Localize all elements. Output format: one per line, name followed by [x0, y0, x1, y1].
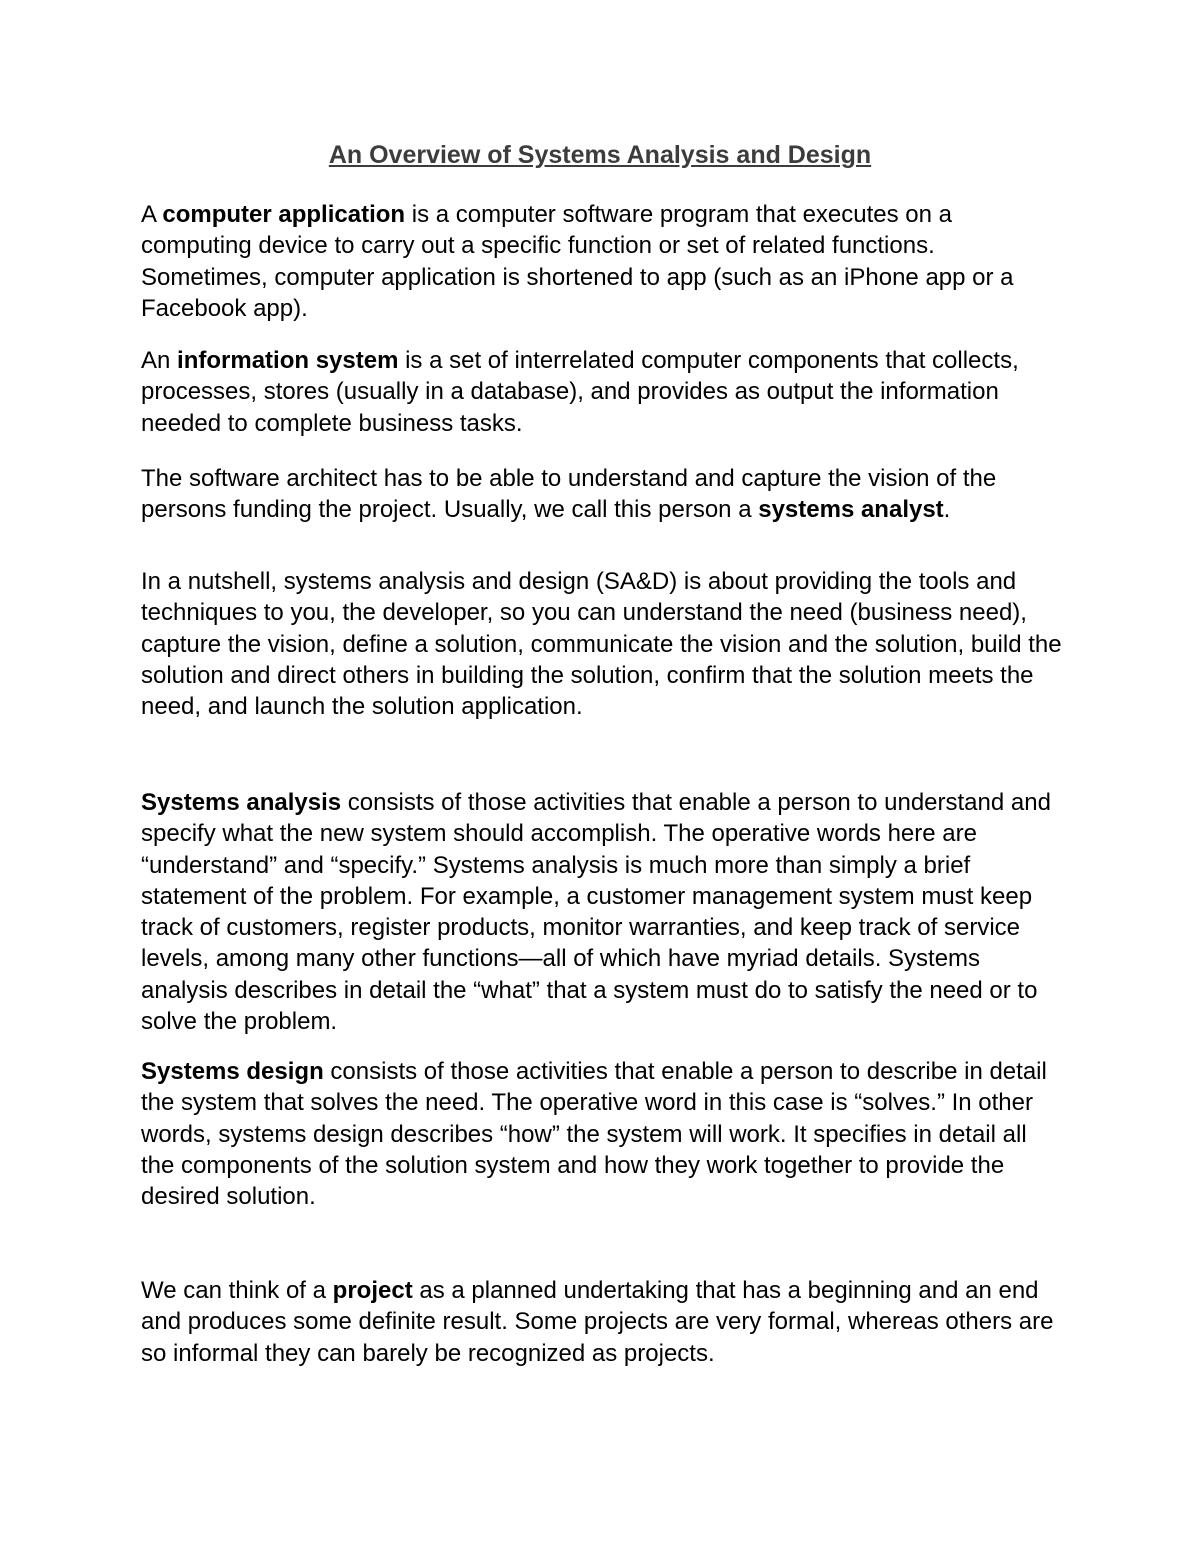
paragraph-body-text: consists of those activities that enable a person to understand and specify what the new system should accomplish. The operative words here are “understand” and “specify.” Systems analysis is much more than simply a brief statement of the problem. For example, a customer management system must keep track of customers, register products, monitor warranties, and keep track of service levels, among many other functions—all of which have myriad details. Systems analysis describes in detail the “what” that a system must do to satisfy the need or to solve the problem. [141, 789, 1051, 1036]
paragraph-sad-nutshell [141, 566, 1066, 722]
paragraph-body-text: is a set of interrelated computer components that collects, processes, stores (usually in a database), and provides as output the information needed to complete business tasks. [141, 347, 1019, 437]
paragraph-computer-application [141, 199, 1066, 324]
defined-term: information system [177, 347, 399, 374]
document-title: An Overview of Systems Analysis and Design [328, 141, 872, 169]
paragraph-project [141, 1275, 1066, 1369]
paragraph-body-text: . [943, 496, 951, 524]
paragraph-systems-analysis [141, 787, 1066, 1037]
defined-term: systems analyst [758, 496, 944, 524]
defined-term: project [332, 1277, 413, 1304]
paragraph-systems-design [141, 1056, 1066, 1212]
paragraph-lead-text: The software architect has to be able to understand and capture the vision of the persons funding the project. Usually, we call this person a [141, 465, 997, 524]
paragraph-body-text: consists of those activities that enable a person to describe in detail the system that solves the need. The operative word in this case is “solves.” In other words, systems design describes “how” the system will work. It specifies in detail all the components of the solution system and how they work together to provide the desired solution. [141, 1058, 1047, 1211]
paragraph-body-text: as a planned undertaking that has a beginning and an end and produces some definite result. Some projects are very formal, whereas others are so informal they can barely be recognized as projects. [141, 1277, 1054, 1367]
paragraph-lead-text: An [141, 347, 178, 374]
paragraph-body-text: is a computer software program that executes on a computing device to carry out a specific function or set of related functions. Sometimes, computer application is shortened to app (such as an iPhone app or a Facebook app). [141, 201, 1014, 322]
defined-term: Systems analysis [141, 789, 342, 816]
paragraph-lead-text: We can think of a [141, 1277, 333, 1304]
paragraph-systems-analyst [141, 463, 1066, 526]
paragraph-information-system [141, 345, 1066, 439]
defined-term: Systems design [141, 1058, 324, 1085]
paragraph-lead-text: A [141, 201, 163, 228]
defined-term: computer application [162, 201, 406, 228]
paragraph-body-text: In a nutshell, systems analysis and design (SA&D) is about providing the tools and techniques to you, the developer, so you can understand the need (business need), capture the vision, define a solution, communicate the vision and the solution, build the solution and direct others in building the solution, confirm that the solution meets the need, and launch the solution application. [141, 568, 1062, 721]
